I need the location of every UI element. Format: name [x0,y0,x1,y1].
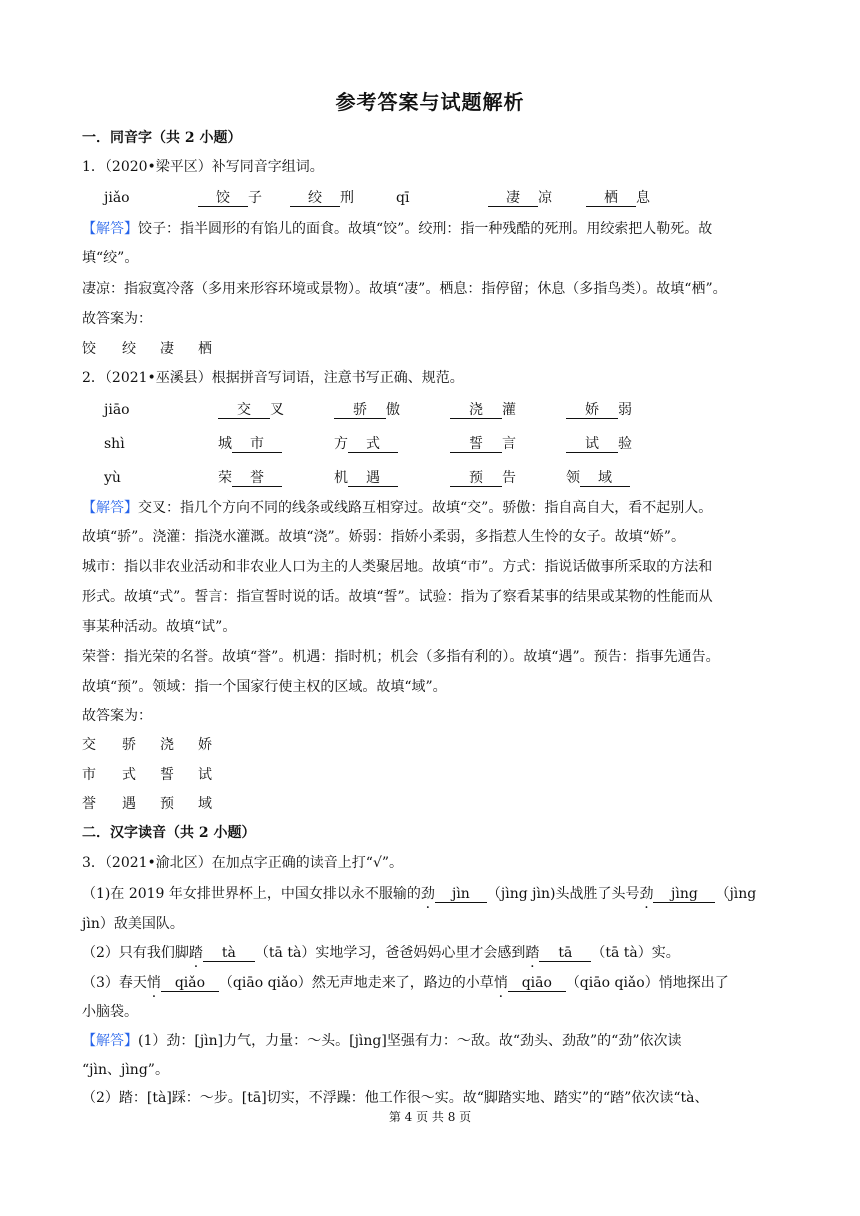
answer-blank: qiāo [508,975,566,992]
q2-row3-item-3: 预 告 [450,468,516,488]
q2-final: 预 [160,796,174,812]
q1-item-2: 绞 刑 [290,188,354,208]
page-title: 参考答案与试题解析 [335,90,525,114]
answer-blank: 誉 [232,470,282,487]
answer-blank: jìng [653,886,715,903]
q2-final: 骄 [122,737,136,753]
answer-blank: tā [539,945,591,962]
answer-blank: 域 [580,470,630,487]
q2-row3-item-2: 机 遇 [334,468,398,488]
q2-row1-item-1: 交 叉 [218,400,284,420]
q2-row2-item-2: 方 式 [334,434,398,454]
q2-final: 交 [82,737,96,753]
q1-explanation-3: 凄凉：指寂寞冷落（多用来形容环境或景物）。故填“凄”。栖息：指停留；休息（多指鸟类）。故填“栖”。 [82,281,727,297]
q1-explanation-1: 【解答】饺子：指半圆形的有馅儿的面食。故填“饺”。绞刑：指一种残酷的死刑。用绞索把人勒死。故 [82,221,713,237]
q2-explanation-2: 故填“骄”。浇灌：指浇水灌溉。故填“浇”。娇弱：指娇小柔弱，多指惹人生怜的女子。故填“娇”。 [82,529,685,545]
q2-explanation-3: 城市：指以非农业活动和非农业人口为主的人类聚居地。故填“市”。方式：指说话做事所采取的方法和 [82,559,713,575]
answer-blank: 绞 [290,190,340,207]
dotted-char: 踏 [188,945,203,961]
q3-sub3-line1: （3）春天悄 qiǎo （qiāo qiǎo）然无声地走来了，路边的小草悄 qiāo （qiāo qiǎo）悄地探出了 [82,975,729,991]
q2-final: 市 [82,767,96,783]
q3-explanation-3: （2）踏：[tà]踩：～步。[tā]切实，不浮躁：他工作很～实。故“脚踏实地、踏实”的“踏”依次读“tà、 [82,1090,709,1106]
q2-stem: 2．（2021•巫溪县）根据拼音写词语，注意书写正确、规范。 [82,370,464,386]
q1-final-3: 凄 [160,341,174,357]
answer-blank: 式 [348,436,398,453]
q2-row3-pinyin: yù [104,470,121,486]
q3-explanation-1: 【解答】(1）劲：[jìn]力气，力量：～头。[jìng]坚强有力：～敌。故“劲头、劲敌”的“劲”依次读 [82,1033,682,1049]
q2-row3-item-1: 荣 誉 [218,468,282,488]
section-heading-2: 二．汉字读音（共 2 小题） [82,825,256,841]
q1-explanation-2: 填“绞”。 [82,250,139,266]
answer-tag: 【解答】 [82,500,138,516]
q2-final: 娇 [198,737,212,753]
q3-sub1-line1: （1)在 2019 年女排世界杯上，中国女排以永不服输的劲 jìn （jìng jìn)头战胜了头号劲 jìng （jìng [82,886,757,902]
q2-final: 式 [122,767,136,783]
q1-final-4: 栖 [198,341,212,357]
q3-sub3-line2: 小脑袋。 [82,1004,138,1020]
q3-sub1-line2: jìn）敌美国队。 [82,916,184,932]
q2-row2-item-4: 试 验 [566,434,632,454]
answer-blank: 预 [450,470,502,487]
q2-row2-pinyin: shì [104,436,125,452]
dotted-char: 劲 [639,886,654,902]
q1-pinyin-2: qī [396,190,410,206]
q3-explanation-2: “jìn、jìng”。 [82,1062,169,1078]
q2-final: 誉 [82,796,96,812]
q2-final: 誓 [160,767,174,783]
answer-blank: 遇 [348,470,398,487]
q2-row2-item-3: 誓 言 [450,434,516,454]
page-footer: 第 4 页 共 8 页 [388,1110,472,1124]
q1-pinyin-1: jiǎo [104,190,130,206]
q2-row3-item-4: 领 域 [566,468,630,488]
q2-explanation-8: 故答案为： [82,708,152,724]
answer-blank: 试 [566,436,618,453]
q1-stem: 1．（2020•梁平区）补写同音字组词。 [82,159,324,175]
q2-explanation-5: 事某种活动。故填“试”。 [82,619,237,635]
q2-row1-item-4: 娇 弱 [566,400,632,420]
q2-final: 域 [198,796,212,812]
q1-item-1: 饺 子 [198,188,262,208]
q1-explanation-4: 故答案为： [82,311,152,327]
q2-final: 遇 [122,796,136,812]
q2-explanation-4: 形式。故填“式”。誓言：指宣誓时说的话。故填“誓”。试验：指为了察看某事的结果或某物的性能而从 [82,589,713,605]
answer-blank: jìn [435,886,487,903]
answer-blank: 誓 [450,436,502,453]
answer-tag: 【解答】 [82,1033,138,1049]
q1-item-4: 栖 息 [586,188,650,208]
answer-blank: qiǎo [161,975,219,992]
answer-blank: 交 [218,402,270,419]
q3-sub2: （2）只有我们脚踏 tà （tā tà）实地学习，爸爸妈妈心里才会感到踏 tā （tā tà）实。 [82,945,680,961]
q1-item-3: 凄 凉 [488,188,552,208]
answer-tag: 【解答】 [82,221,138,237]
answer-blank: 浇 [450,402,502,419]
dotted-char: 悄 [146,975,161,991]
dotted-char: 踏 [525,945,540,961]
q3-stem: 3．（2021•渝北区）在加点字正确的读音上打“√”。 [82,855,404,871]
dotted-char: 悄 [493,975,508,991]
q2-final: 试 [198,767,212,783]
answer-blank: 市 [232,436,282,453]
dotted-char: 劲 [420,886,435,902]
q2-explanation-1: 【解答】交叉：指几个方向不同的线条或线路互相穿过。故填“交”。骄傲：指自高自大，看不起别人。 [82,500,713,516]
q2-row1-item-2: 骄 傲 [334,400,400,420]
q2-row2-item-1: 城 市 [218,434,282,454]
answer-blank: 娇 [566,402,618,419]
answer-blank: 栖 [586,190,636,207]
q2-final: 浇 [160,737,174,753]
q1-final-2: 绞 [122,341,136,357]
answer-blank: 骄 [334,402,386,419]
q2-row1-item-3: 浇 灌 [450,400,516,420]
answer-blank: 凄 [488,190,538,207]
q2-row1-pinyin: jiāo [104,402,130,418]
section-heading-1: 一．同音字（共 2 小题） [82,130,242,146]
q2-explanation-7: 故填“预”。领域：指一个国家行使主权的区域。故填“域”。 [82,679,447,695]
q2-explanation-6: 荣誉：指光荣的名誉。故填“誉”。机遇：指时机；机会（多指有利的）。故填“遇”。预告：指事先通告。 [82,649,720,665]
answer-blank: 饺 [198,190,248,207]
answer-blank: tà [203,945,255,962]
q1-final-1: 饺 [82,341,96,357]
